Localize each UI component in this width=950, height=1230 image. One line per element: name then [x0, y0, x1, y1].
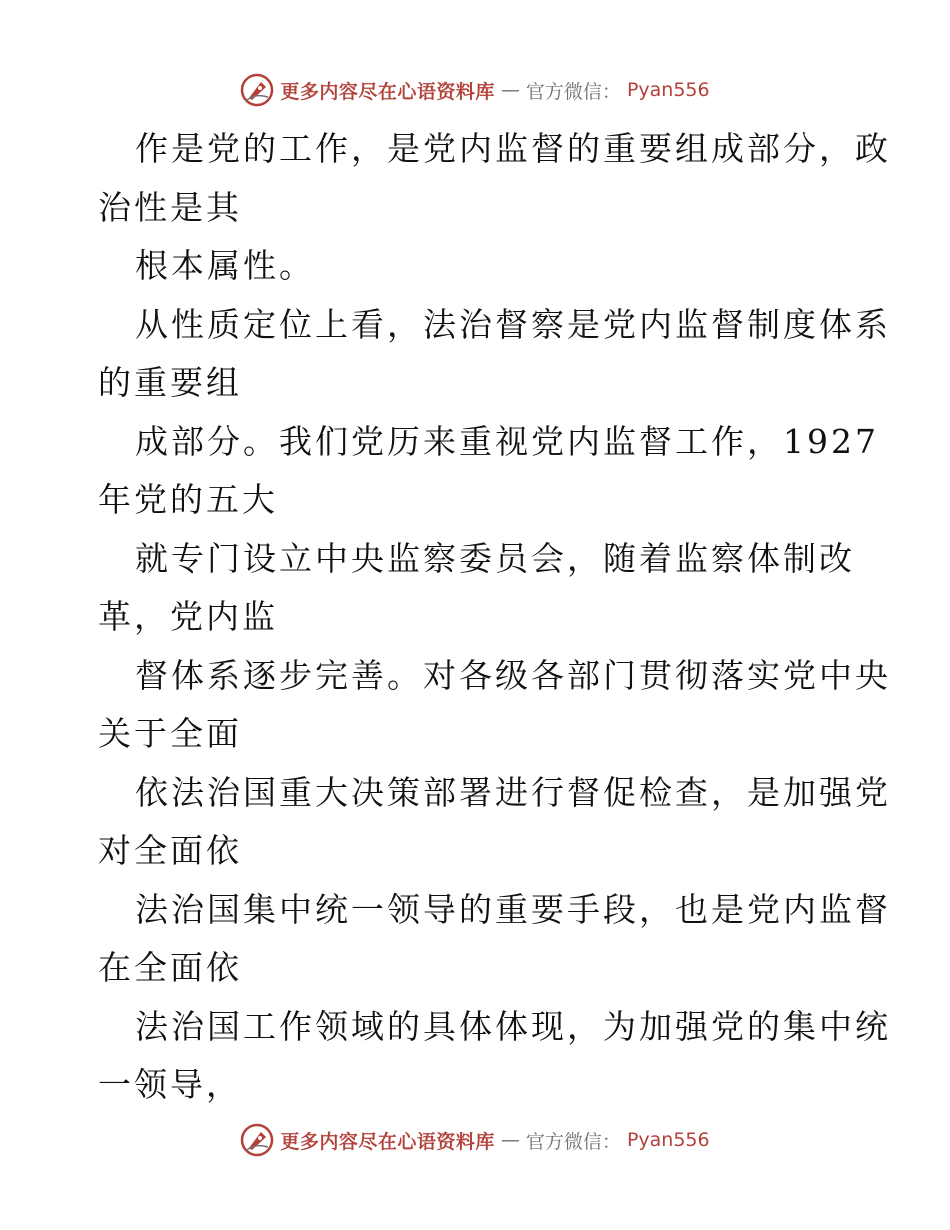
text-line: 革，党内监 [98, 597, 278, 636]
text-line: 依法治国重大决策部署进行督促检查，是加强党 [135, 772, 891, 812]
banner-wechat-id: Pyan556 [626, 79, 710, 101]
text-line: 关于全面 [98, 714, 242, 753]
header-banner [0, 70, 950, 110]
banner-dash: — [500, 1129, 520, 1151]
text-line: 作是党的工作，是党内监督的重要组成部分，政 [135, 129, 891, 168]
text-line: 的重要组 [98, 363, 242, 402]
text-line: 法治国集中统一领导的重要手段，也是党内监督 [135, 889, 891, 929]
text-line: 一领导， [98, 1065, 242, 1104]
pen-nib-logo-icon [240, 1123, 274, 1157]
text-line: 年党的五大 [98, 480, 278, 519]
text-line: 从性质定位上看，法治督察是党内监督制度体系 [135, 304, 891, 344]
text-line: 成部分。我们党历来重视党内监督工作，1927 [135, 421, 879, 461]
text-line: 对全面依 [98, 831, 242, 870]
pen-nib-logo-icon [240, 73, 274, 107]
text-line: 治性是其 [98, 187, 242, 227]
footer-banner-content [240, 1123, 709, 1157]
banner-wechat-label: 官方微信： [525, 80, 621, 103]
text-line: 就专门设立中央监察委员会，随着监察体制改 [135, 538, 855, 578]
banner-slogan: 更多内容尽在心语资料库 [280, 80, 495, 103]
text-line: 督体系逐步完善。对各级各部门贯彻落实党中央 [135, 655, 891, 695]
banner-dash: — [500, 79, 520, 101]
text-line: 根本属性。 [135, 246, 315, 285]
header-banner-content [240, 73, 709, 107]
banner-wechat-id: Pyan556 [626, 1129, 710, 1151]
document-body [98, 120, 891, 1115]
footer-banner [0, 1120, 950, 1160]
text-line: 法治国工作领域的具体体现，为加强党的集中统 [135, 1006, 891, 1046]
text-line: 在全面依 [98, 948, 242, 987]
banner-slogan: 更多内容尽在心语资料库 [280, 1130, 495, 1153]
banner-wechat-label: 官方微信： [525, 1130, 621, 1153]
